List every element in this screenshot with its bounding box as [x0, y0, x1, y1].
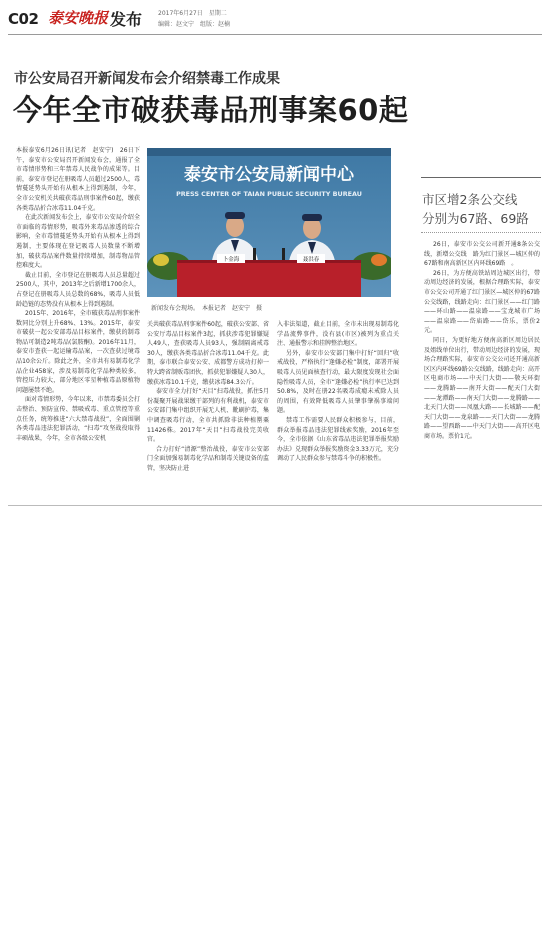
- article-paragraph: 关共破获毒品刑事案件60起，破获公安部、省公安厅毒品目标案件3起，抓获涉毒犯罪嫌疑人49人，查获吸毒人员93人，强制隔离戒毒30人，缴获各类毒品折合冰毒11.04千克。此期，泰市联合泰安公安、成都警方成功打掉一特大跨省制贩毒团伙，抓获犯罪嫌疑人30人，缴获冰毒10.1千克，缴获冰毒84.3公斤。: [147, 321, 269, 386]
- sidebar-paragraph: 同日，为更好地方便南高新区周边居民及姐线单位出行，带动周边经济的发展，现场合理路实际，泰安市公交公司还开通高新区区内环线69路公交线路，线路走向：高开区电商市场——中天门大街——敬天环街——龙腾路——南开大街——配天门大街——龙潭路——南天门大街——龙腾路——北天门大街——凤凰大路——长城路——配天门大街——龙泉路——天门大街——龙腾路——望西路——中天门大街——高开区电商市场。票价1元。: [424, 336, 540, 440]
- article-paragraph: 截止目前，全市登记在册吸毒人员总量超过2500人，其中，2013年之后新增1700余人，占登记在册吸毒人员总数的68%，吸毒人员低龄趋链的态势没有从根本上得到遏制。: [16, 271, 140, 308]
- issue-date: 2017年6月27日 星期二: [158, 10, 227, 17]
- article-kicker: 市公安局召开新闻发布会介绍禁毒工作成果: [14, 71, 280, 87]
- article-paragraph: 泰安市全力打好“天目”扫毒战役，抓住5月份凝聚开展战果缴干部列的有利战机，泰安市公安部门集中组织开展无人机、靴刷护毒，集中调查吸毒行动，全市共抓除非法种植罂粟11426株。2017年“天目”扫毒战役完美收官。: [147, 388, 269, 444]
- article-paragraph: 另外，泰安市公安部门集中打好“回归”收戒战役，严格执行“逢嫌必检”制度，部署开展吸毒人员见面核查行动，最大限度发现社会面隐性吸毒人员，全市“逢嫌必检”执行率已达到50.8%，及时在册22名吸毒成瘾未戒除人员的周围，有效降低吸毒人员肇事肇祸事端问题。: [277, 349, 399, 415]
- sidebar-headline-line2: 分别为67路、69路: [422, 211, 529, 226]
- header-divider: [8, 34, 542, 35]
- newspaper-logo: 泰安晚报: [48, 9, 109, 27]
- article-paragraph: 禁毒工作需要人民群众积极参与，目前，群众举报毒品违法犯罪线索奖励，2016年至今，全市依据《山东省毒品违法犯罪举报奖励办法》兑现群众举报奖励资金3.33万元，充分调动了人民群众参与禁毒斗争的积极性。: [277, 416, 399, 463]
- editor-credits: 编辑：赵文宁 组版：赵楠: [158, 21, 231, 28]
- sidebar-headline-line1: 市区增2条公交线: [422, 192, 518, 207]
- photo-banner-chinese: 泰安市公安局新闻中心: [184, 165, 354, 185]
- sidebar-top-rule: [421, 177, 541, 178]
- article-column-3: [277, 320, 399, 498]
- press-conference-image: [147, 148, 391, 297]
- sidebar-body: [424, 240, 540, 498]
- article-paragraph: 在此次新闻发布会上，泰安市公安局介绍全市面临的毒情形势，吸毒外来毒品渗透的综合影响，全市毒情蔓延势头开始有从根本上得到遏制，主要体现在登记吸毒人员数量不断增加，破获毒品案件数量持续增加，制毒物品管控难度大。: [16, 214, 140, 270]
- photo-caption: 新闻发布会现场。 本报记者 赵安宁 摄: [151, 305, 263, 312]
- section-label: 发布: [110, 10, 143, 29]
- nameplate-left: 卜金海: [222, 257, 240, 263]
- article-column-1: [16, 146, 140, 496]
- photo-banner-english: PRESS CENTER OF TAIAN PUBLIC SECURITY BUREAU: [176, 190, 362, 198]
- article-paragraph: 2015年、2016年，全市破获毒品刑事案件数同比分别上升68%、13%。2015年，泰安市破获一起公安部毒品目标案件，缴获的制毒物品可制造2吨毒品(氯胺酮)。2016年11月，泰安市查获一起运输毒品案，一次查获过境毒品10余公斤。除此之外，全市共有易制毒化学品企业458家，涉及易制毒化学品种类较多，管控压力较大，部分地区零星种植毒品原植物问题屡禁不绝。: [16, 310, 140, 394]
- sidebar-title-rule: [421, 232, 541, 233]
- article-paragraph: 入非法渠道，截止目前，全市未出现易制毒化学品流弊事件，没有县(市区)被列为重点关注、通报警示和挂牌整治地区。: [277, 321, 399, 348]
- article-column-2: [147, 320, 269, 498]
- sidebar-paragraph: 26日，泰安市公交公司新开通8条公交线，新增公交线 路为红门景区—城区仲的67路和南高新区区内环线69路 。: [424, 241, 540, 268]
- sidebar-paragraph: 26日，为方便高铁站周边城区出行，带动周边经济的发展，根据合理路实际，泰安市公交公司开通了红门景区—城区仲的67路公交线路，线路走向：红门景区——红门路——环山路——温泉路——宝龙城市广场——温泉路——岱庙路——岱乐，票价2元。: [424, 269, 540, 335]
- article-paragraph: 本报泰安6月26日讯(记者 赵安宁) 26日下午，泰安市公安局召开新闻发布会，通报了全市毒情形势和三年禁毒人民战争的成果等。目前，泰安市登记在册吸毒人员超过2500人，毒情蔓延势头开始有从根本上得到遏制，今年，全市公安机关共破获毒品刑事案件60起，缴获各类毒品折合冰毒11.04千克。: [16, 147, 140, 212]
- article-paragraph: 合力打好“清源”整治战役，泰安市公安部门全面加强易制毒化学品和制毒关键设备的监管，坚决防止进: [147, 445, 269, 472]
- press-conference-photo: [147, 148, 391, 297]
- sidebar-headline: [422, 190, 546, 228]
- nameplate-right: 聂洪春: [302, 257, 320, 263]
- article-headline: 今年全市破获毒品刑事案60起: [13, 93, 409, 127]
- page-number: C02: [8, 10, 39, 28]
- article-paragraph: 面对毒情形势，今年以来，市禁毒委员会打击整治、预防宣传、禁吸戒毒、重点管控等重点任务，统筹推进“六大禁毒战役”，全面围剿各类毒品违法犯罪活动，“扫毒”攻坚战役取得丰硕战果，今年，全市各级公安机: [16, 396, 140, 442]
- content-bottom-rule: [8, 505, 542, 506]
